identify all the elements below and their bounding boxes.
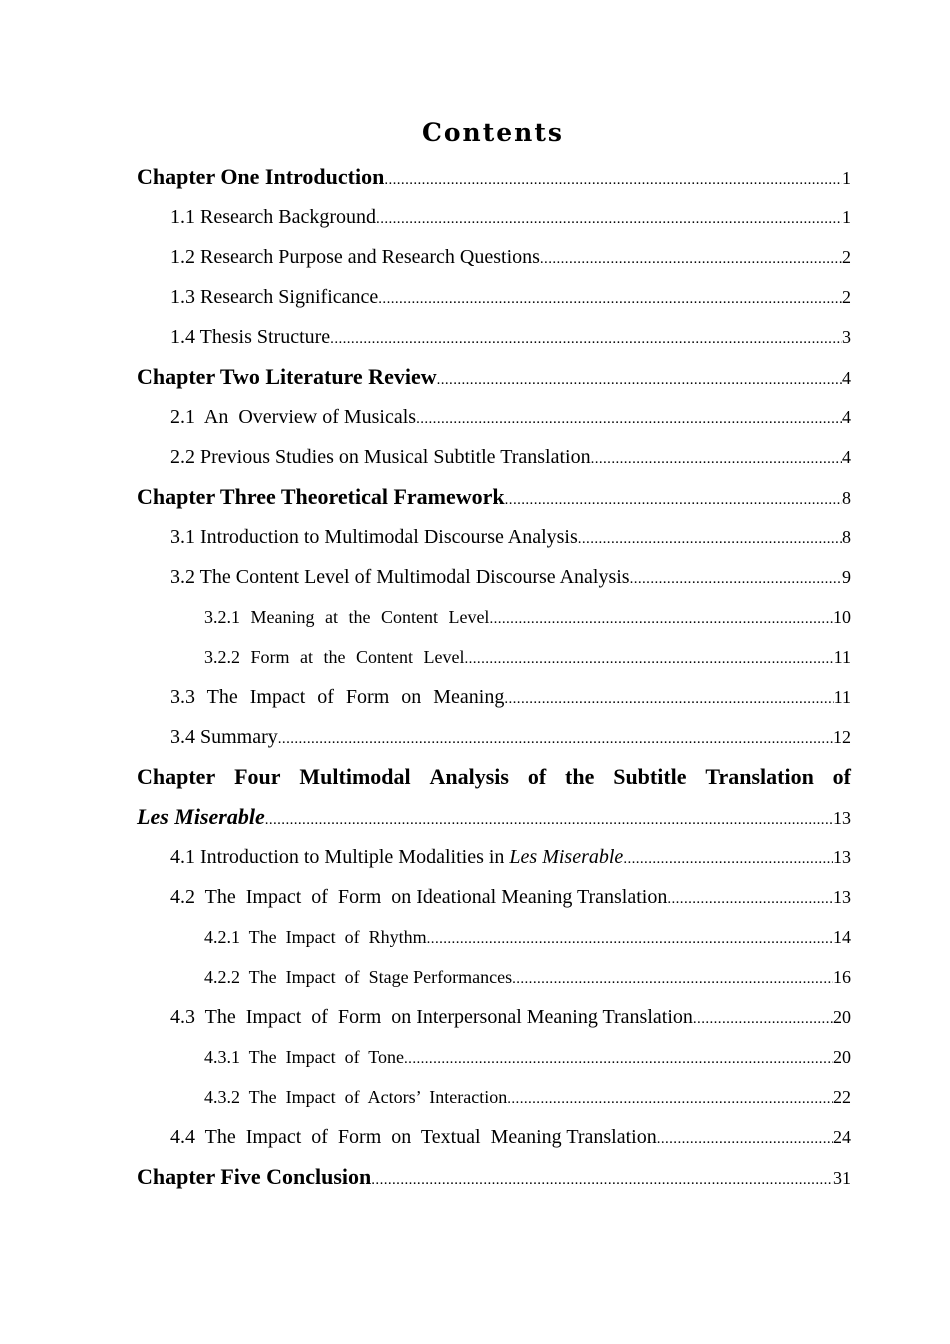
toc-entry-3-1[interactable] (137, 517, 851, 557)
toc-entry-title: Chapter Five Conclusion (137, 1164, 372, 1189)
toc-entry-chapter-two[interactable] (137, 357, 851, 397)
toc-page-number: 8 (842, 527, 851, 547)
toc-entry-3-2[interactable] (137, 557, 851, 597)
table-of-contents (137, 157, 851, 1197)
toc-entry-4-3[interactable] (137, 997, 851, 1037)
toc-entry-title: Chapter Three Theoretical Framework (137, 484, 505, 509)
toc-entry-1-3[interactable] (137, 277, 851, 317)
toc-entry-3-2-2[interactable] (137, 637, 851, 677)
toc-page-number: 4 (842, 407, 851, 427)
toc-entry-chapter-four-line1[interactable] (137, 757, 851, 797)
dot-leader (416, 399, 842, 439)
dot-leader (657, 1119, 833, 1159)
toc-entry-title: 1.1 Research Background (170, 206, 377, 228)
toc-entry-title: 2.2 Previous Studies on Musical Subtitle Translation (170, 446, 591, 468)
chapter-four-word: of (527, 764, 547, 789)
dot-leader (265, 800, 833, 840)
toc-entry-1-1[interactable] (137, 197, 851, 237)
toc-entry-title: Chapter Two Literature Review (137, 364, 437, 389)
toc-entry-4-1[interactable] (137, 837, 851, 877)
dot-leader (512, 959, 833, 999)
toc-entry-title: 4.2.1 The Impact of Rhythm (204, 927, 427, 947)
toc-entry-2-1[interactable] (137, 397, 851, 437)
toc-page-number: 24 (833, 1127, 851, 1147)
toc-entry-title-italic: Les Miserable (509, 846, 624, 868)
dot-leader (505, 480, 842, 520)
toc-page-number: 22 (833, 1087, 851, 1107)
toc-page-number: 3 (842, 327, 851, 347)
dot-leader (330, 319, 842, 359)
toc-page-number: 13 (833, 847, 851, 867)
toc-page-number: 31 (833, 1168, 851, 1188)
toc-entry-title (170, 837, 623, 877)
toc-page-number: 2 (842, 247, 851, 267)
toc-entry-title-text: 4.1 Introduction to Multiple Modalities in (170, 846, 510, 868)
toc-page-number: 12 (833, 727, 851, 747)
toc-entry-4-3-1[interactable] (137, 1037, 851, 1077)
dot-leader (667, 879, 833, 919)
chapter-four-word: Analysis (429, 764, 509, 789)
dot-leader (623, 839, 833, 879)
dot-leader (504, 679, 833, 719)
chapter-four-word: of (832, 764, 851, 789)
dot-leader (489, 599, 833, 639)
toc-entry-3-2-1[interactable] (137, 597, 851, 637)
toc-entry-title: Chapter One Introduction (137, 164, 385, 189)
toc-entry-title: 3.2.1 Meaning at the Content Level (204, 607, 490, 627)
dot-leader (630, 559, 842, 599)
dot-leader (384, 160, 842, 200)
chapter-four-word: Subtitle (613, 764, 687, 789)
toc-page-number: 8 (842, 488, 851, 508)
toc-page-number: 13 (833, 808, 851, 828)
dot-leader (278, 719, 833, 759)
toc-entry-title: 3.4 Summary (170, 726, 278, 748)
toc-page-number: 9 (842, 567, 851, 587)
dot-leader (540, 239, 842, 279)
toc-page-number: 4 (842, 368, 851, 388)
dot-leader (578, 519, 842, 559)
toc-entry-1-2[interactable] (137, 237, 851, 277)
toc-entry-title: 3.1 Introduction to Multimodal Discourse Analysis (170, 526, 578, 548)
toc-entry-title: Les Miserable (137, 804, 265, 829)
chapter-four-word: the (565, 764, 595, 789)
toc-page-number: 16 (833, 967, 851, 987)
toc-entry-4-4[interactable] (137, 1117, 851, 1157)
dot-leader (378, 279, 842, 319)
toc-page-number: 2 (842, 287, 851, 307)
toc-entry-chapter-one[interactable] (137, 157, 851, 197)
toc-page-number: 10 (833, 607, 851, 627)
toc-entry-title: 3.2 The Content Level of Multimodal Discourse Analysis (170, 566, 630, 588)
dot-leader (693, 999, 833, 1039)
dot-leader (371, 1160, 833, 1200)
toc-page-number: 1 (842, 207, 851, 227)
toc-entry-2-2[interactable] (137, 437, 851, 477)
toc-entry-chapter-four-line2[interactable] (137, 797, 851, 837)
page-title: Contents (421, 118, 564, 147)
toc-entry-title: 4.3 The Impact of Form on Interpersonal Meaning Translation (170, 1006, 693, 1028)
chapter-four-word: Four (234, 764, 281, 789)
dot-leader (376, 199, 842, 239)
toc-entry-3-4[interactable] (137, 717, 851, 757)
toc-entry-title: 4.2 The Impact of Form on Ideational Meaning Translation (170, 886, 668, 908)
toc-entry-title: 4.2.2 The Impact of Stage Performances (204, 967, 513, 987)
toc-entry-4-2-2[interactable] (137, 957, 851, 997)
toc-page-number: 14 (833, 927, 851, 947)
toc-entry-3-3[interactable] (137, 677, 851, 717)
dot-leader (464, 639, 833, 679)
toc-page-number: 13 (833, 887, 851, 907)
toc-page-number: 20 (833, 1007, 851, 1027)
toc-entry-title: 3.3 The Impact of Form on Meaning (170, 686, 505, 708)
toc-entry-4-3-2[interactable] (137, 1077, 851, 1117)
toc-entry-4-2-1[interactable] (137, 917, 851, 957)
toc-entry-title: 1.3 Research Significance (170, 286, 379, 308)
toc-page-number: 20 (833, 1047, 851, 1067)
dot-leader (437, 360, 842, 400)
toc-entry-1-4[interactable] (137, 317, 851, 357)
toc-page-number: 11 (833, 687, 851, 707)
toc-entry-title: 1.4 Thesis Structure (170, 326, 331, 348)
toc-page-number: 1 (842, 168, 851, 188)
toc-entry-chapter-five[interactable] (137, 1157, 851, 1197)
toc-entry-title: 2.1 An Overview of Musicals (170, 406, 417, 428)
dot-leader (507, 1079, 833, 1119)
toc-entry-title: 3.2.2 Form at the Content Level (204, 647, 465, 667)
toc-entry-title: 1.2 Research Purpose and Research Questions (170, 246, 540, 268)
toc-entry-title: 4.3.2 The Impact of Actors’ Interaction (204, 1087, 508, 1107)
toc-entry-4-2[interactable] (137, 877, 851, 917)
toc-page-number: 4 (842, 447, 851, 467)
toc-entry-title: 4.4 The Impact of Form on Textual Meaning Translation (170, 1126, 657, 1148)
toc-entry-chapter-three[interactable] (137, 477, 851, 517)
toc-entry-title: 4.3.1 The Impact of Tone (204, 1047, 405, 1067)
chapter-four-word: Multimodal (299, 764, 411, 789)
toc-page-number: 11 (833, 647, 851, 667)
chapter-four-word: Chapter (137, 764, 216, 789)
chapter-four-word: Translation (705, 764, 814, 789)
dot-leader (427, 919, 833, 959)
dot-leader (404, 1039, 833, 1079)
dot-leader (591, 439, 842, 479)
